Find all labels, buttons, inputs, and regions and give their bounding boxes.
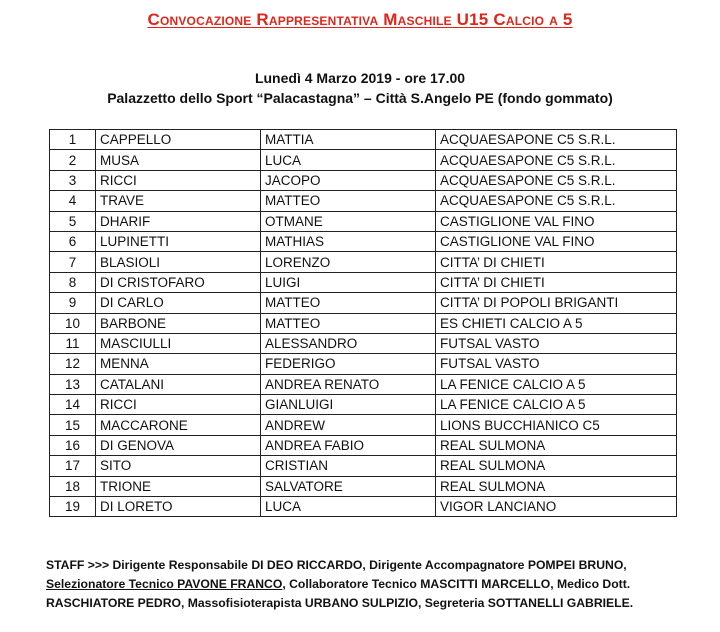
first-name-cell: ALESSANDRO: [261, 333, 436, 353]
surname-cell: MENNA: [96, 354, 261, 374]
staff-selector-underlined: Selezionatore Tecnico PAVONE FRANCO: [46, 577, 283, 591]
club-cell: ACQUAESAPONE C5 S.R.L.: [436, 150, 677, 170]
row-number-cell: 13: [50, 374, 96, 394]
table-row: [50, 415, 677, 435]
table-row: [50, 231, 677, 251]
surname-cell: SITO: [96, 456, 261, 476]
surname-cell: CATALANI: [96, 374, 261, 394]
club-cell: FUTSAL VASTO: [436, 333, 677, 353]
table-row: [50, 395, 677, 415]
club-cell: ACQUAESAPONE C5 S.R.L.: [436, 170, 677, 190]
first-name-cell: SALVATORE: [261, 476, 436, 496]
surname-cell: DHARIF: [96, 211, 261, 231]
table-row: [50, 191, 677, 211]
first-name-cell: ANDREA RENATO: [261, 374, 436, 394]
table-row: [50, 476, 677, 496]
club-cell: ACQUAESAPONE C5 S.R.L.: [436, 130, 677, 150]
first-name-cell: GIANLUIGI: [261, 395, 436, 415]
row-number-cell: 18: [50, 476, 96, 496]
surname-cell: RICCI: [96, 395, 261, 415]
club-cell: FUTSAL VASTO: [436, 354, 677, 374]
venue-line: Palazzetto dello Sport “Palacastagna” – Città S.Angelo PE (fondo gommato): [107, 90, 613, 106]
surname-cell: TRIONE: [96, 476, 261, 496]
document-title-text: Convocazione Rappresentativa Maschile U15 Calcio a 5: [147, 10, 573, 29]
club-cell: REAL SULMONA: [436, 456, 677, 476]
table-row: [50, 435, 677, 455]
club-cell: REAL SULMONA: [436, 476, 677, 496]
table-row: [50, 456, 677, 476]
table-row: [50, 170, 677, 190]
surname-cell: MUSA: [96, 150, 261, 170]
club-cell: REAL SULMONA: [436, 435, 677, 455]
club-cell: CASTIGLIONE VAL FINO: [436, 211, 677, 231]
surname-cell: DI LORETO: [96, 497, 261, 517]
row-number-cell: 8: [50, 272, 96, 292]
first-name-cell: LUIGI: [261, 272, 436, 292]
first-name-cell: LORENZO: [261, 252, 436, 272]
surname-cell: DI CARLO: [96, 293, 261, 313]
club-cell: ES CHIETI CALCIO A 5: [436, 313, 677, 333]
table-row: [50, 272, 677, 292]
first-name-cell: LUCA: [261, 497, 436, 517]
staff-paragraph: [46, 556, 686, 613]
surname-cell: CAPPELLO: [96, 130, 261, 150]
club-cell: LA FENICE CALCIO A 5: [436, 374, 677, 394]
row-number-cell: 4: [50, 191, 96, 211]
date-line: Lunedì 4 Marzo 2019 - ore 17.00: [254, 70, 466, 86]
first-name-cell: MATTEO: [261, 313, 436, 333]
table-row: [50, 150, 677, 170]
row-number-cell: 5: [50, 211, 96, 231]
surname-cell: MASCIULLI: [96, 333, 261, 353]
club-cell: CITTA’ DI POPOLI BRIGANTI: [436, 293, 677, 313]
row-number-cell: 11: [50, 333, 96, 353]
row-number-cell: 17: [50, 456, 96, 476]
table-row: [50, 313, 677, 333]
table-row: [50, 130, 677, 150]
row-number-cell: 9: [50, 293, 96, 313]
first-name-cell: JACOPO: [261, 170, 436, 190]
surname-cell: DI CRISTOFARO: [96, 272, 261, 292]
first-name-cell: MATTIA: [261, 130, 436, 150]
row-number-cell: 3: [50, 170, 96, 190]
row-number-cell: 2: [50, 150, 96, 170]
document-title: [0, 10, 720, 30]
club-cell: CASTIGLIONE VAL FINO: [436, 231, 677, 251]
first-name-cell: MATTEO: [261, 293, 436, 313]
first-name-cell: FEDERIGO: [261, 354, 436, 374]
row-number-cell: 6: [50, 231, 96, 251]
table-row: [50, 293, 677, 313]
first-name-cell: MATHIAS: [261, 231, 436, 251]
surname-cell: RICCI: [96, 170, 261, 190]
club-cell: CITTA’ DI CHIETI: [436, 272, 677, 292]
club-cell: LA FENICE CALCIO A 5: [436, 395, 677, 415]
roster-table-body: [50, 130, 677, 517]
surname-cell: LUPINETTI: [96, 231, 261, 251]
row-number-cell: 19: [50, 497, 96, 517]
first-name-cell: ANDREW: [261, 415, 436, 435]
row-number-cell: 16: [50, 435, 96, 455]
table-row: [50, 211, 677, 231]
staff-line-2-rest: , Collaboratore Tecnico MASCITTI MARCELLO, Medico Dott.: [282, 577, 631, 591]
row-number-cell: 1: [50, 130, 96, 150]
club-cell: LIONS BUCCHIANICO C5: [436, 415, 677, 435]
first-name-cell: LUCA: [261, 150, 436, 170]
staff-line-1: STAFF >>> Dirigente Responsabile DI DEO RICCARDO, Dirigente Accompagnatore POMPEI BRUNO,: [46, 558, 627, 572]
first-name-cell: OTMANE: [261, 211, 436, 231]
club-cell: VIGOR LANCIANO: [436, 497, 677, 517]
surname-cell: TRAVE: [96, 191, 261, 211]
table-row: [50, 354, 677, 374]
club-cell: CITTA’ DI CHIETI: [436, 252, 677, 272]
first-name-cell: CRISTIAN: [261, 456, 436, 476]
row-number-cell: 10: [50, 313, 96, 333]
row-number-cell: 12: [50, 354, 96, 374]
roster-table: [49, 129, 677, 517]
surname-cell: MACCARONE: [96, 415, 261, 435]
staff-line-3: RASCHIATORE PEDRO, Massofisioterapista URBANO SULPIZIO, Segreteria SOTTANELLI GABRIELE.: [46, 596, 634, 610]
table-row: [50, 252, 677, 272]
row-number-cell: 15: [50, 415, 96, 435]
table-row: [50, 333, 677, 353]
row-number-cell: 14: [50, 395, 96, 415]
club-cell: ACQUAESAPONE C5 S.R.L.: [436, 191, 677, 211]
first-name-cell: MATTEO: [261, 191, 436, 211]
table-row: [50, 374, 677, 394]
surname-cell: BARBONE: [96, 313, 261, 333]
first-name-cell: ANDREA FABIO: [261, 435, 436, 455]
surname-cell: DI GENOVA: [96, 435, 261, 455]
table-row: [50, 497, 677, 517]
row-number-cell: 7: [50, 252, 96, 272]
surname-cell: BLASIOLI: [96, 252, 261, 272]
